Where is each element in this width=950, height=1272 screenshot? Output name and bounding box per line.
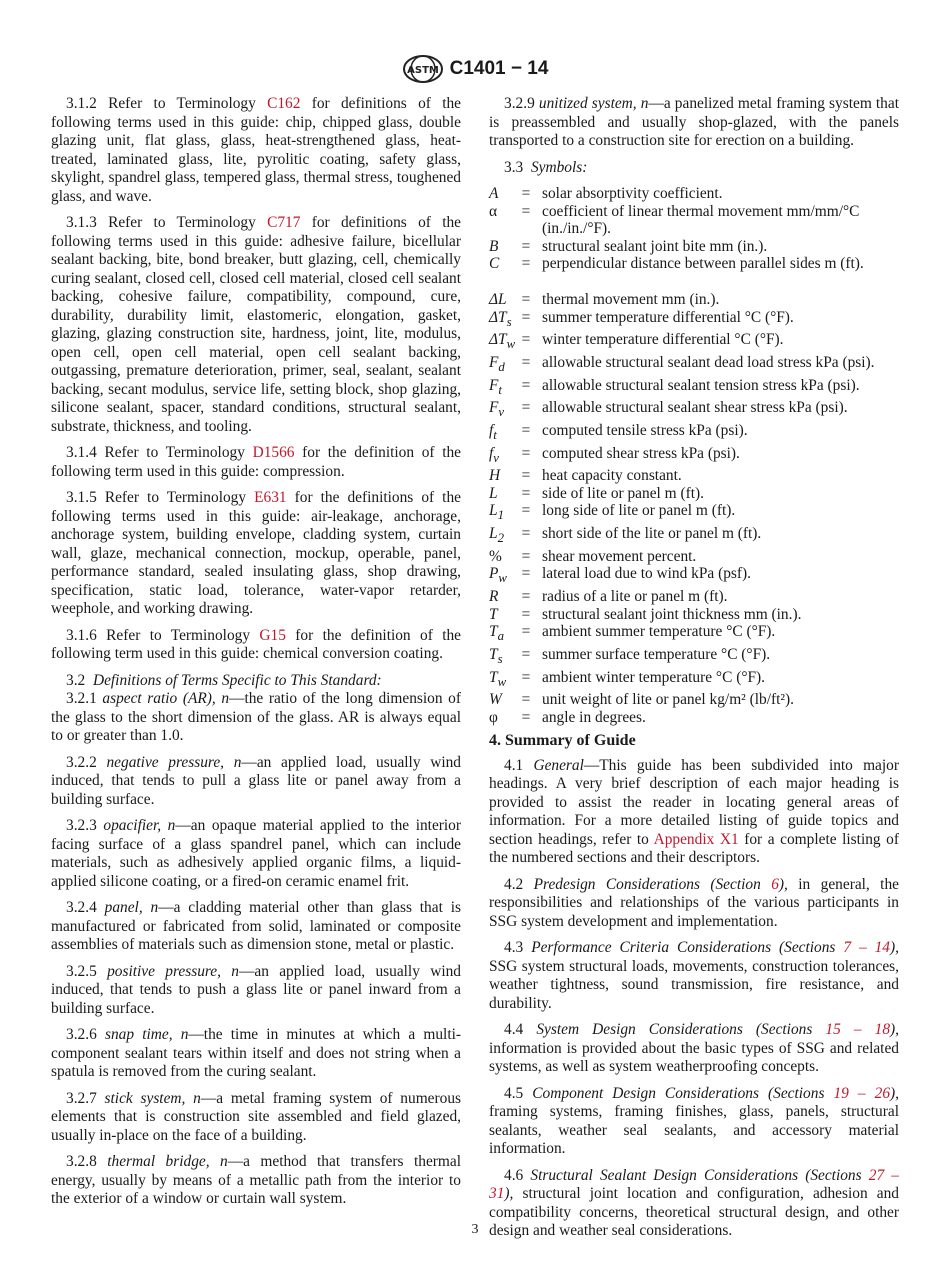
symbol-equals: =: [521, 708, 531, 726]
symbol-subscript: w: [506, 337, 516, 352]
symbol-equals: =: [521, 353, 531, 371]
ref-link-sections-7-14[interactable]: 7 – 14: [843, 939, 891, 957]
symbol-row: [489, 445, 899, 468]
symbol-description: side of lite or panel m (ft).: [542, 484, 704, 502]
symbol-description: lateral load due to wind kPa (psf).: [542, 565, 751, 583]
paragraph-3-1-6: 3.1.6 Refer to Terminology G15 for the definition of the following term used in this guide: chemical conversion coating.: [51, 626, 461, 662]
symbol-row: [489, 377, 899, 400]
symbol-equals: =: [521, 331, 531, 349]
symbol-row: [489, 399, 899, 422]
symbol-description: unit weight of lite or panel kg/m² (lb/ft²).: [542, 691, 795, 709]
symbol: L: [489, 502, 498, 520]
paragraph-3-2-7: 3.2.7 stick system, n—a metal framing system of numerous elements that is construction site assembled and field glazed, usually in-place on the face of a building.: [51, 1089, 462, 1144]
paragraph-4-1: 4.1 General—This guide has been subdivided into major headings. A very brief description of each major heading is provided to assist the reader in locating general areas of information. For a more detailed listing of guide topics and section headings, refer to Appendix X1 for a complete listing of the numbered sections and their descriptors.: [489, 756, 900, 867]
symbol-row: [489, 709, 899, 727]
ref-link-d1566[interactable]: D1566: [252, 444, 295, 461]
symbol: R: [489, 588, 499, 606]
symbol-description: structural sealant joint thickness mm (in.).: [542, 605, 802, 623]
symbol-equals: =: [521, 376, 531, 394]
right-column: [489, 95, 899, 1249]
symbol-row: [489, 309, 899, 332]
symbol-description: short side of the lite or panel m (ft).: [542, 525, 762, 543]
symbols-table: [489, 185, 899, 726]
symbol: φ: [489, 708, 498, 726]
standard-code: C1401 − 14: [449, 58, 549, 79]
symbol: P: [489, 565, 499, 583]
symbol-subscript: v: [498, 405, 505, 420]
symbol-description: radius of a lite or panel m (ft).: [542, 588, 728, 606]
symbol-equals: =: [521, 623, 531, 641]
symbol-description: heat capacity constant.: [542, 467, 682, 485]
symbol: f: [489, 421, 494, 439]
symbol-equals: =: [521, 202, 531, 220]
left-column: [51, 95, 461, 1217]
ref-link-e631[interactable]: E631: [254, 489, 287, 506]
symbol: T: [489, 645, 498, 663]
symbol: W: [489, 691, 502, 709]
symbol: T: [489, 668, 498, 686]
symbol-row: [489, 548, 899, 566]
ref-link-g15[interactable]: G15: [259, 626, 286, 644]
symbol-row: [489, 502, 899, 525]
symbol-description: coefficient of linear thermal movement mm/mm/°C (in./in./°F).: [542, 202, 860, 238]
ref-link-c162[interactable]: C162: [267, 95, 301, 112]
symbol-description: angle in degrees.: [542, 708, 646, 726]
symbol-row: [489, 588, 899, 606]
symbol: %: [489, 547, 502, 565]
section-3-3-title: 3.3 Symbols:: [504, 158, 588, 176]
paragraph-4-3: 4.3 Performance Criteria Considerations (Sections 7 – 14), SSG system structural loads, movements, construction tolerances, weather tightness, sound transmission, fire resistance, and durability.: [489, 939, 899, 1012]
astm-logo-icon: [402, 54, 444, 84]
symbol-row: [489, 203, 899, 238]
symbol-equals: =: [521, 308, 531, 326]
symbol: α: [489, 202, 498, 220]
paragraph-3-2-2: 3.2.2 negative pressure, n—an applied load, usually wind induced, that tends to pull a glass lite or panel away from a building surface.: [51, 753, 461, 808]
symbol-subscript: t: [493, 428, 497, 442]
symbol-description: perpendicular distance between parallel sides m (ft).: [542, 255, 864, 273]
symbol-equals: =: [521, 645, 531, 663]
paragraph-3-1-2: 3.1.2 Refer to Terminology C162 for definitions of the following terms used in this guide: chip, chipped glass, double glazing unit, flat glass, glass, heat-strengthened glass, heat-treated, laminated glass, lite, pyrolitic coating, safety glass, skylight, spandrel glass, tempered glass, thermal stress, toughened glass, and wave.: [51, 95, 461, 205]
symbol-row: [489, 238, 899, 256]
symbol-equals: =: [521, 290, 531, 308]
ref-link-c717[interactable]: C717: [267, 214, 301, 231]
symbol-description: allowable structural sealant shear stress kPa (psi).: [542, 399, 848, 417]
symbol-row: [489, 422, 899, 445]
section-4-heading: 4. Summary of Guide: [489, 732, 636, 750]
symbol: L: [489, 484, 498, 502]
symbol-row: [489, 669, 899, 692]
ref-link-sections-15-18[interactable]: 15 – 18: [825, 1021, 891, 1039]
symbol-row: [489, 255, 899, 273]
symbol-row: [489, 291, 899, 309]
paragraph-3-1-4: 3.1.4 Refer to Terminology D1566 for the definition of the following term used in this guide: compression.: [51, 444, 462, 480]
symbol-subscript: a: [497, 629, 504, 644]
symbol: L: [489, 525, 498, 543]
symbol-description: allowable structural sealant tension stress kPa (psi).: [542, 376, 860, 394]
symbol: F: [489, 376, 499, 394]
symbol-description: allowable structural sealant dead load stress kPa (psi).: [542, 353, 875, 371]
symbol-row: [489, 606, 899, 624]
symbol-subscript: w: [497, 674, 507, 689]
symbol-equals: =: [521, 185, 531, 202]
symbol-equals: =: [521, 484, 531, 502]
symbol-row: [489, 467, 899, 485]
paragraph-3-2-3: 3.2.3 opacifier, n—an opaque material applied to the interior facing surface of a glass spandrel panel, which can include materials, such as adhesively applied organic films, a liquid-applied silicone coating, or a fired-on ceramic enamel frit.: [51, 817, 461, 890]
symbol-equals: =: [521, 565, 531, 583]
symbol-description: winter temperature differential °C (°F).: [542, 331, 784, 349]
page-header: [0, 54, 950, 89]
symbol: H: [489, 467, 501, 485]
ref-link-sections-27-31[interactable]: 27 – 31: [489, 1166, 899, 1203]
paragraph-3-2-8: 3.2.8 thermal bridge, n—a method that transfers thermal energy, usually by means of a metallic path from the interior to the exterior of a window or curtain wall system.: [51, 1153, 461, 1207]
symbol-description: summer temperature differential °C (°F).: [542, 308, 794, 326]
paragraph-4-5: 4.5 Component Design Considerations (Sections 19 – 26), framing systems, framing finishes, glass, panels, structural sealants, weather seal sealants, and accessory material information.: [489, 1084, 900, 1158]
symbol-equals: =: [521, 237, 531, 255]
symbol-equals: =: [521, 467, 531, 485]
symbol: T: [489, 623, 498, 641]
symbol-equals: =: [521, 525, 531, 543]
symbol: f: [489, 444, 494, 462]
paragraph-4-4: 4.4 System Design Considerations (Sections 15 – 18), information is provided about the basic types of SSG and related systems, as well as system weatherproofing concepts.: [489, 1021, 899, 1076]
symbol-row: [489, 485, 899, 503]
paragraph-3-2-4: 3.2.4 panel, n—a cladding material other than glass that is manufactured or fabricated from solid, laminated or composite assemblies of materials such as dimension stone, metal or plastic.: [51, 899, 461, 953]
symbol-equals: =: [521, 605, 531, 623]
page-number: 3: [471, 1222, 479, 1237]
symbol: ΔT: [489, 308, 507, 326]
symbol: F: [489, 353, 499, 371]
symbol: T: [489, 605, 498, 623]
symbol-description: computed shear stress kPa (psi).: [542, 444, 740, 462]
symbol-equals: =: [521, 547, 531, 565]
symbols-spacer: [489, 273, 899, 291]
symbol: A: [489, 185, 499, 202]
paragraph-3-2-6: 3.2.6 snap time, n—the time in minutes at which a multi-component sealant tears within itself and does not string when a spatula is removed from the curing sealant.: [51, 1026, 461, 1080]
symbol-subscript: w: [498, 571, 507, 586]
symbol-description: structural sealant joint bite mm (in.).: [542, 237, 768, 255]
symbol-row: [489, 185, 899, 203]
symbol-description: ambient summer temperature °C (°F).: [542, 623, 776, 641]
symbol-equals: =: [521, 421, 531, 439]
symbol: F: [489, 399, 499, 417]
symbol-equals: =: [521, 444, 531, 462]
paragraph-3-1-5: 3.1.5 Refer to Terminology E631 for the definitions of the following terms used in this guide: air-leakage, anchorage, anchorage system, building envelope, cladding system, curtain wall, glaze, mechanical connection, mockup, operable, panel, performance standard, sealed insulating glass, shop drawing, specification, static load, tolerance, water-vapor retarder, weephole, and working drawing.: [51, 489, 461, 617]
symbol-description: shear movement percent.: [542, 547, 697, 565]
symbol-subscript: s: [497, 652, 503, 666]
section-3-2-title: 3.2 Definitions of Terms Specific to This Standard:: [66, 671, 382, 689]
symbol-equals: =: [521, 255, 531, 273]
symbol-row: [489, 646, 899, 669]
symbol-equals: =: [521, 399, 531, 417]
symbol-equals: =: [521, 691, 531, 709]
symbol-equals: =: [521, 668, 531, 686]
symbol-equals: =: [521, 588, 531, 606]
symbol-subscript: v: [493, 450, 499, 465]
symbol: ΔL: [489, 290, 507, 308]
symbol-description: summer surface temperature °C (°F).: [542, 645, 771, 663]
symbol-row: [489, 354, 899, 377]
symbol-description: computed tensile stress kPa (psi).: [542, 421, 748, 439]
paragraph-3-2-5: 3.2.5 positive pressure, n—an applied load, usually wind induced, that tends to push a glass lite or panel inward from a building surface.: [51, 962, 461, 1017]
ref-link-section-6[interactable]: 6: [771, 875, 779, 893]
symbol-subscript: 1: [497, 508, 504, 523]
symbol: C: [489, 255, 500, 273]
symbol-description: thermal movement mm (in.).: [542, 290, 720, 308]
symbol-subscript: 2: [497, 531, 504, 546]
symbol-row: [489, 623, 899, 646]
symbol-row: [489, 525, 899, 548]
symbol-subscript: d: [498, 359, 505, 374]
symbol-row: [489, 331, 899, 354]
svg-text:ASTM: ASTM: [406, 65, 439, 76]
symbol-description: ambient winter temperature °C (°F).: [542, 668, 766, 686]
paragraph-3-1-3: 3.1.3 Refer to Terminology C717 for definitions of the following terms used in this guide: adhesive failure, bicellular sealant backing, bite, bond breaker, butt glazing, cell, chemically curing sealant, closed cell, closed cell material, closed cell sealant backing, cohesive failure, compatibility, compound, cure, durability, durability limit, elastomeric, elongation, gasket, glazing, glazing construction site, hardness, joint, lite, modulus, open cell, open cell material, open cell sealant backing, outgassing, premature deterioration, primer, seal, sealant, sealant backing, secant modulus, service life, setting block, shop glazing, silicone sealant, spacer, standard conditions, structural sealant, substrate, thickness, and tooling.: [51, 214, 461, 435]
symbol: ΔT: [489, 331, 507, 349]
paragraph-4-6: 4.6 Structural Sealant Design Considerations (Sections 27 – 31), structural joint location and configuration, adhesion and compatibility concerns, theoretical structural design, and other design and weather seal considerations.: [489, 1166, 899, 1240]
paragraph-4-2: 4.2 Predesign Considerations (Section 6), in general, the responsibilities and relationships of the various participants in SSG system development and implementation.: [489, 875, 899, 930]
symbol-row: [489, 691, 899, 709]
ref-link-sections-19-26[interactable]: 19 – 26: [833, 1084, 891, 1102]
symbol: B: [489, 237, 499, 255]
symbol-description: solar absorptivity coefficient.: [542, 185, 723, 202]
symbol-equals: =: [521, 502, 531, 520]
ref-link-appendix-x1[interactable]: Appendix X1: [653, 830, 739, 848]
symbol-row: [489, 565, 899, 588]
symbol-subscript: t: [498, 382, 502, 397]
symbol-subscript: s: [506, 314, 512, 329]
symbol-description: long side of lite or panel m (ft).: [542, 502, 736, 520]
paragraph-3-2-9: 3.2.9 unitized system, n—a panelized metal framing system that is preassembled and usually shop-glazed, with the panels transported to a construction site for erection on a building.: [489, 95, 899, 149]
paragraph-3-2-1: 3.2.1 aspect ratio (AR), n—the ratio of the long dimension of the glass to the short dimension of the glass. AR is always equal to or greater than 1.0.: [51, 690, 461, 744]
